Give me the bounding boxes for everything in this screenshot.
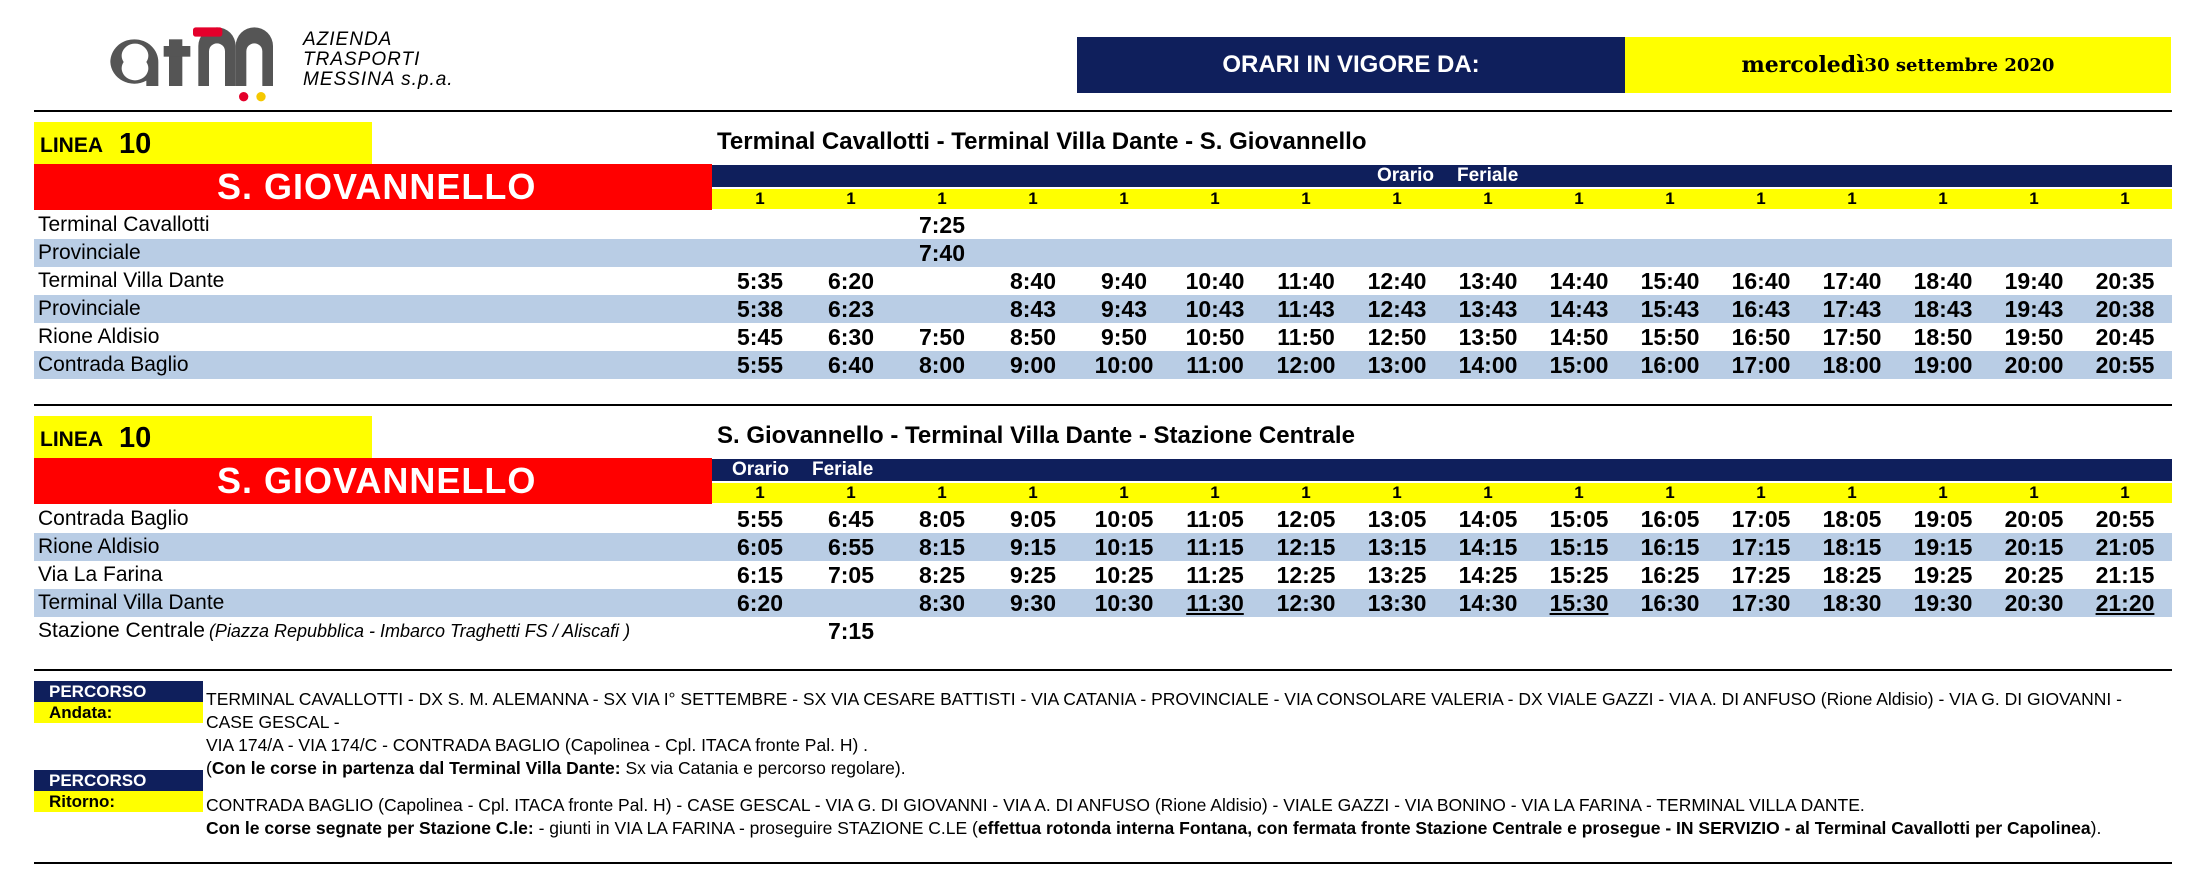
departure-time: 12:05 xyxy=(1276,506,1336,532)
stop-label: Via La Farina xyxy=(38,563,163,586)
departure-time: 14:30 xyxy=(1458,590,1518,616)
stop-label: Provinciale xyxy=(38,297,141,320)
stop-label: Rione Aldisio xyxy=(38,325,160,348)
departure-time: 5:55 xyxy=(736,352,784,378)
departure-time: 17:40 xyxy=(1822,268,1882,294)
departure-time: 16:15 xyxy=(1640,534,1700,560)
departure-time: 14:00 xyxy=(1458,352,1518,378)
frequency-marker: 1 xyxy=(1210,189,1220,208)
departure-time: 20:45 xyxy=(2095,324,2155,350)
departure-time: 10:00 xyxy=(1094,352,1154,378)
departure-time: 19:25 xyxy=(1913,562,1973,588)
departure-time: 8:50 xyxy=(1009,324,1057,350)
stop-name xyxy=(38,505,189,533)
departure-time: 10:25 xyxy=(1094,562,1154,588)
departure-time: 15:43 xyxy=(1640,296,1700,322)
departure-time: 8:25 xyxy=(918,562,966,588)
stop-name xyxy=(38,267,224,295)
departure-time: 17:15 xyxy=(1731,534,1791,560)
departure-time: 9:25 xyxy=(1009,562,1057,588)
departure-time: 7:15 xyxy=(827,618,875,644)
departure-time: 11:30 xyxy=(1186,590,1244,616)
andata-line-1: TERMINAL CAVALLOTTI - DX S. M. ALEMANNA - SX VIA I° SETTEMBRE - SX VIA CESARE BATTISTI - VIA CATANIA - PROVINCIALE - VIA CONSOLARE VALERIA - DX VIALE GAZZI - VIA A. DI ANFUSO (Rione Aldisio) - VIA G. DI GIOVANNI - CASE GESCAL - xyxy=(206,689,2122,732)
andata-line-2: VIA 174/A - VIA 174/C - CONTRADA BAGLIO (Capolinea - Cpl. ITACA fronte Pal. H) . xyxy=(206,735,869,755)
percorso-ritorno-sublabel: Ritorno: xyxy=(34,791,203,812)
frequency-marker: 1 xyxy=(1938,483,1948,502)
departure-time: 11:00 xyxy=(1186,352,1244,378)
frequency-markers-row xyxy=(712,189,2172,209)
departure-time: 10:43 xyxy=(1185,296,1245,322)
divider xyxy=(34,669,2172,671)
departure-time: 10:05 xyxy=(1094,506,1154,532)
andata-line-3: (Con le corse in partenza dal Terminal Villa Dante: Sx via Catania e percorso regolare). xyxy=(206,758,906,778)
frequency-marker: 1 xyxy=(1301,483,1311,502)
departure-time: 10:15 xyxy=(1094,534,1154,560)
departure-time: 18:43 xyxy=(1913,296,1973,322)
departure-time: 16:25 xyxy=(1640,562,1700,588)
departure-time: 14:43 xyxy=(1549,296,1609,322)
frequency-marker: 1 xyxy=(1119,483,1129,502)
departure-time: 16:40 xyxy=(1731,268,1791,294)
departure-time: 13:43 xyxy=(1458,296,1518,322)
departure-time: 16:43 xyxy=(1731,296,1791,322)
stop-label: Contrada Baglio xyxy=(38,507,189,530)
departure-time: 12:25 xyxy=(1276,562,1336,588)
table-row xyxy=(34,267,2172,295)
linea-label xyxy=(34,122,372,164)
linea-number: 10 xyxy=(119,128,152,160)
percorso-andata-sublabel: Andata: xyxy=(34,702,203,723)
stop-label: Terminal Cavallotti xyxy=(38,213,210,236)
departure-time: 12:50 xyxy=(1367,324,1427,350)
departure-time: 5:45 xyxy=(736,324,784,350)
route-title: S. Giovannello - Terminal Villa Dante - Stazione Centrale xyxy=(717,422,1355,449)
frequency-marker: 1 xyxy=(755,189,765,208)
departure-time: 13:30 xyxy=(1367,590,1427,616)
departure-time: 12:43 xyxy=(1367,296,1427,322)
departure-time: 5:38 xyxy=(736,296,784,322)
departure-time: 18:50 xyxy=(1913,324,1973,350)
divider xyxy=(34,110,2172,112)
departure-time: 19:00 xyxy=(1913,352,1973,378)
departure-time: 18:30 xyxy=(1822,590,1882,616)
stop-label: Contrada Baglio xyxy=(38,353,189,376)
orario-label: Orario xyxy=(1377,165,1435,186)
table-row xyxy=(34,533,2172,561)
frequency-marker: 1 xyxy=(1756,189,1766,208)
date-weekday: mercoledì xyxy=(1741,52,1865,78)
departure-time: 8:30 xyxy=(918,590,966,616)
frequency-marker: 1 xyxy=(1574,483,1584,502)
frequency-marker: 1 xyxy=(2029,189,2039,208)
departure-time: 16:50 xyxy=(1731,324,1791,350)
departure-time: 9:40 xyxy=(1100,268,1148,294)
linea-word: LINEA xyxy=(40,134,103,157)
company-line-2: TRASPORTI xyxy=(303,49,421,70)
stop-label: Provinciale xyxy=(38,241,141,264)
table-row xyxy=(34,239,2172,267)
departure-time: 17:43 xyxy=(1822,296,1882,322)
stop-name xyxy=(38,533,159,561)
departure-time: 13:15 xyxy=(1367,534,1427,560)
departure-time: 11:40 xyxy=(1277,268,1335,294)
frequency-marker: 1 xyxy=(1847,189,1857,208)
departure-time: 21:20 xyxy=(2095,590,2155,616)
departure-time: 10:50 xyxy=(1185,324,1245,350)
departure-time: 10:30 xyxy=(1094,590,1154,616)
departure-time: 19:30 xyxy=(1913,590,1973,616)
departure-time: 20:00 xyxy=(2004,352,2064,378)
ritorno-line-2: Con le corse segnate per Stazione C.le: - giunti in VIA LA FARINA - proseguire STAZIONE C.LE (effettua rotonda interna Fontana, con fermata fronte Stazione Centrale e prosegue - IN SERVIZIO - al Terminal Cavallotti per Capolinea). xyxy=(206,818,2102,838)
departure-time: 15:30 xyxy=(1549,590,1609,616)
departure-time: 11:50 xyxy=(1277,324,1335,350)
percorso-ritorno-label: PERCORSO xyxy=(34,770,203,791)
frequency-marker: 1 xyxy=(1665,189,1675,208)
departure-time: 11:25 xyxy=(1186,562,1244,588)
departure-time: 19:40 xyxy=(2004,268,2064,294)
departure-time: 17:05 xyxy=(1731,506,1791,532)
departure-time: 13:00 xyxy=(1367,352,1427,378)
departure-time: 17:25 xyxy=(1731,562,1791,588)
departure-time: 13:05 xyxy=(1367,506,1427,532)
departure-time: 9:00 xyxy=(1009,352,1057,378)
frequency-marker: 1 xyxy=(1665,483,1675,502)
linea-word: LINEA xyxy=(40,428,103,451)
departure-time: 20:38 xyxy=(2095,296,2155,322)
company-line-3: MESSINA s.p.a. xyxy=(303,69,454,90)
frequency-marker: 1 xyxy=(846,483,856,502)
date-rest: 30 settembre 2020 xyxy=(1864,54,2055,76)
departure-time: 13:25 xyxy=(1367,562,1427,588)
departure-time: 20:55 xyxy=(2095,352,2155,378)
line-name-banner: S. GIOVANNELLO xyxy=(34,164,712,210)
company-name xyxy=(303,30,454,90)
table-row xyxy=(34,589,2172,617)
departure-time: 5:35 xyxy=(736,268,784,294)
stop-label: Terminal Villa Dante xyxy=(38,269,225,292)
frequency-markers-row xyxy=(712,483,2172,503)
frequency-marker: 1 xyxy=(1392,189,1402,208)
departure-time: 11:15 xyxy=(1186,534,1244,560)
departure-time: 20:15 xyxy=(2004,534,2064,560)
effective-date xyxy=(1625,37,2171,93)
departure-time: 8:00 xyxy=(918,352,966,378)
departure-time: 7:05 xyxy=(827,562,875,588)
departure-time: 15:15 xyxy=(1549,534,1609,560)
departure-time: 11:43 xyxy=(1277,296,1335,322)
orari-in-vigore-label: ORARI IN VIGORE DA: xyxy=(1077,37,1625,93)
departure-time: 16:05 xyxy=(1640,506,1700,532)
feriale-label: Feriale xyxy=(1457,165,1519,186)
frequency-marker: 1 xyxy=(1483,189,1493,208)
divider xyxy=(34,404,2172,406)
departure-time: 7:50 xyxy=(918,324,966,350)
percorso-andata-text xyxy=(206,688,2166,780)
departure-time: 15:00 xyxy=(1549,352,1609,378)
line-name-banner: S. GIOVANNELLO xyxy=(34,458,712,504)
departure-time: 20:25 xyxy=(2004,562,2064,588)
departure-time: 9:43 xyxy=(1100,296,1148,322)
departure-time: 6:20 xyxy=(736,590,784,616)
departure-time: 8:05 xyxy=(918,506,966,532)
table-row xyxy=(34,505,2172,533)
departure-time: 6:45 xyxy=(827,506,875,532)
departure-time: 14:50 xyxy=(1549,324,1609,350)
stop-name xyxy=(38,295,141,323)
departure-time: 17:00 xyxy=(1731,352,1791,378)
frequency-marker: 1 xyxy=(1756,483,1766,502)
orario-feriale-bar xyxy=(712,165,2172,187)
departure-time: 6:40 xyxy=(827,352,875,378)
departure-time: 9:15 xyxy=(1009,534,1057,560)
table-row xyxy=(34,561,2172,589)
frequency-marker: 1 xyxy=(2120,189,2130,208)
stop-note: (Piazza Repubblica - Imbarco Traghetti FS / Aliscafi ) xyxy=(208,621,631,641)
table-row xyxy=(34,211,2172,239)
departure-time: 7:25 xyxy=(918,212,966,238)
departure-time: 16:00 xyxy=(1640,352,1700,378)
frequency-marker: 1 xyxy=(1483,483,1493,502)
linea-label xyxy=(34,416,372,458)
departure-time: 8:40 xyxy=(1009,268,1057,294)
departure-time: 19:43 xyxy=(2004,296,2064,322)
stop-name xyxy=(38,561,163,589)
departure-time: 17:50 xyxy=(1822,324,1882,350)
departure-time: 19:50 xyxy=(2004,324,2064,350)
departure-time: 11:05 xyxy=(1186,506,1244,532)
departure-time: 6:23 xyxy=(827,296,875,322)
stop-label: Stazione Centrale xyxy=(38,619,205,642)
stop-name xyxy=(38,239,141,267)
stop-name xyxy=(38,589,224,617)
departure-time: 14:40 xyxy=(1549,268,1609,294)
departure-time: 10:40 xyxy=(1185,268,1245,294)
departure-time: 13:40 xyxy=(1458,268,1518,294)
percorso-ritorno-text xyxy=(206,794,2166,840)
departure-time: 16:30 xyxy=(1640,590,1700,616)
table-row xyxy=(34,295,2172,323)
departure-time: 15:05 xyxy=(1549,506,1609,532)
departure-time: 8:15 xyxy=(918,534,966,560)
table-row xyxy=(34,351,2172,379)
departure-time: 18:15 xyxy=(1822,534,1882,560)
table-row xyxy=(34,323,2172,351)
feriale-label: Feriale xyxy=(812,459,874,480)
departure-time: 6:20 xyxy=(827,268,875,294)
departure-time: 9:30 xyxy=(1009,590,1057,616)
frequency-marker: 1 xyxy=(1847,483,1857,502)
stop-label: Terminal Villa Dante xyxy=(38,591,225,614)
departure-time: 8:43 xyxy=(1009,296,1057,322)
frequency-marker: 1 xyxy=(937,189,947,208)
departure-time: 9:50 xyxy=(1100,324,1148,350)
percorso-andata-label: PERCORSO xyxy=(34,681,203,702)
departure-time: 9:05 xyxy=(1009,506,1057,532)
frequency-marker: 1 xyxy=(2120,483,2130,502)
departure-time: 7:40 xyxy=(918,240,966,266)
stop-name xyxy=(38,351,189,379)
departure-time: 12:40 xyxy=(1367,268,1427,294)
departure-time: 12:30 xyxy=(1276,590,1336,616)
departure-time: 20:05 xyxy=(2004,506,2064,532)
departure-time: 20:30 xyxy=(2004,590,2064,616)
divider xyxy=(34,862,2172,864)
departure-time: 6:30 xyxy=(827,324,875,350)
departure-time: 18:05 xyxy=(1822,506,1882,532)
stop-name xyxy=(38,617,630,645)
orario-feriale-bar xyxy=(712,459,2172,481)
frequency-marker: 1 xyxy=(1301,189,1311,208)
departure-time: 19:15 xyxy=(1913,534,1973,560)
departure-time: 5:55 xyxy=(736,506,784,532)
frequency-marker: 1 xyxy=(846,189,856,208)
frequency-marker: 1 xyxy=(1028,483,1038,502)
departure-time: 6:15 xyxy=(736,562,784,588)
departure-time: 18:40 xyxy=(1913,268,1973,294)
frequency-marker: 1 xyxy=(1119,189,1129,208)
frequency-marker: 1 xyxy=(1210,483,1220,502)
frequency-marker: 1 xyxy=(1028,189,1038,208)
departure-time: 18:25 xyxy=(1822,562,1882,588)
departure-time: 14:05 xyxy=(1458,506,1518,532)
stop-name xyxy=(38,323,159,351)
ritorno-line-1: CONTRADA BAGLIO (Capolinea - Cpl. ITACA fronte Pal. H) - CASE GESCAL - VIA G. DI GIOVANNI - VIA A. DI ANFUSO (Rione Aldisio) - VIALE GAZZI - VIA BONINO - VIA LA FARINA - TERMINAL VILLA DANTE. xyxy=(206,795,1865,815)
departure-time: 15:40 xyxy=(1640,268,1700,294)
departure-time: 12:15 xyxy=(1276,534,1336,560)
linea-number: 10 xyxy=(119,422,152,454)
departure-time: 12:00 xyxy=(1276,352,1336,378)
frequency-marker: 1 xyxy=(1938,189,1948,208)
departure-time: 14:15 xyxy=(1458,534,1518,560)
departure-time: 21:15 xyxy=(2095,562,2155,588)
stop-name xyxy=(38,211,210,239)
orario-label: Orario xyxy=(732,459,790,480)
departure-time: 6:05 xyxy=(736,534,784,560)
departure-time: 20:35 xyxy=(2095,268,2155,294)
departure-time: 18:00 xyxy=(1822,352,1882,378)
frequency-marker: 1 xyxy=(1392,483,1402,502)
frequency-marker: 1 xyxy=(937,483,947,502)
departure-time: 15:25 xyxy=(1549,562,1609,588)
departure-time: 6:55 xyxy=(827,534,875,560)
departure-time: 13:50 xyxy=(1458,324,1518,350)
company-line-1: AZIENDA xyxy=(303,29,393,50)
departure-time: 21:05 xyxy=(2095,534,2155,560)
route-title: Terminal Cavallotti - Terminal Villa Dante - S. Giovannello xyxy=(717,128,1367,155)
frequency-marker: 1 xyxy=(1574,189,1584,208)
frequency-marker: 1 xyxy=(755,483,765,502)
departure-time: 15:50 xyxy=(1640,324,1700,350)
departure-time: 14:25 xyxy=(1458,562,1518,588)
table-row xyxy=(34,617,2172,645)
departure-time: 20:55 xyxy=(2095,506,2155,532)
departure-time: 19:05 xyxy=(1913,506,1973,532)
stop-label: Rione Aldisio xyxy=(38,535,160,558)
departure-time: 17:30 xyxy=(1731,590,1791,616)
frequency-marker: 1 xyxy=(2029,483,2039,502)
